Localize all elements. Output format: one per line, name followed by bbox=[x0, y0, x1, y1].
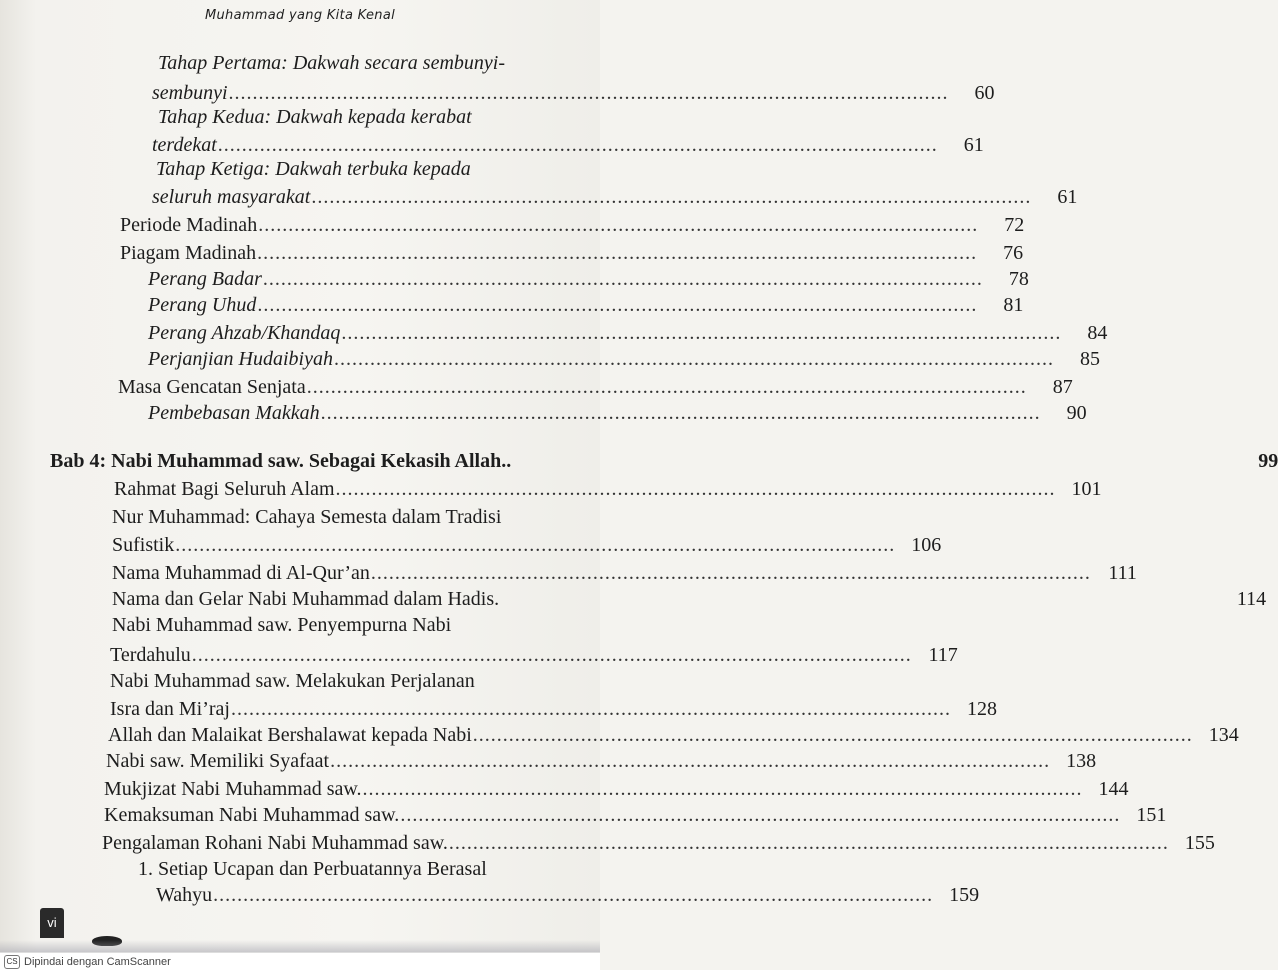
toc-entry-title: Nabi Muhammad saw. Melakukan Perjalanan bbox=[110, 670, 475, 692]
toc-entry bbox=[148, 346, 1100, 372]
toc-entry-title: Tahap Ketiga: Dakwah terbuka kepada bbox=[156, 158, 471, 180]
toc-entry-title: 1. Setiap Ucapan dan Perbuatannya Berasal bbox=[138, 858, 487, 880]
toc-entry-page: 90 bbox=[1066, 402, 1087, 424]
toc-entry-title: Rahmat Bagi Seluruh Alam bbox=[114, 478, 335, 500]
leader-dots: ........................................................................................................................ bbox=[335, 478, 1056, 500]
toc-entry-title: Nur Muhammad: Cahaya Semesta dalam Tradisi bbox=[112, 506, 502, 528]
toc-entry-page: 101 bbox=[1071, 478, 1102, 500]
toc-entry-title: sembunyi bbox=[152, 82, 228, 104]
toc-entry-title: Periode Madinah bbox=[120, 214, 258, 236]
leader-dots: ........................................................................................................................ bbox=[330, 750, 1051, 772]
toc-entry-title: Nama Muhammad di Al-Qur’an bbox=[112, 562, 370, 584]
toc-entry-title: Terdahulu bbox=[110, 644, 191, 666]
toc-entry-title: Pembebasan Makkah bbox=[148, 402, 320, 424]
toc-entry bbox=[118, 374, 1073, 400]
toc-entry bbox=[158, 104, 562, 130]
scanner-text: Dipindai dengan CamScanner bbox=[24, 955, 171, 968]
toc-entry-title: terdekat bbox=[152, 134, 217, 156]
leader-dots: ........................................................................................................................ bbox=[217, 134, 938, 156]
toc-entry bbox=[152, 132, 984, 158]
leader-dots: ........................................................................................................................ bbox=[257, 242, 978, 264]
toc-entry bbox=[112, 532, 942, 558]
leader-dots: ........................................................................................................................ bbox=[262, 268, 983, 290]
running-header: Muhammad yang Kita Kenal bbox=[204, 8, 396, 23]
toc-entry bbox=[112, 504, 562, 530]
toc-entry-title: Perjanjian Hudaibiyah bbox=[148, 348, 333, 370]
toc-entry-title: Sufistik bbox=[112, 534, 175, 556]
toc-entry-title: Masa Gencatan Senjata bbox=[118, 376, 306, 398]
leader-dots: ........................................................................................................................ bbox=[258, 214, 979, 236]
toc-entry-page: 61 bbox=[963, 134, 984, 156]
toc-entry-title: Perang Badar bbox=[148, 268, 262, 290]
toc-entry-page: 151 bbox=[1136, 804, 1167, 826]
toc-entry-title: Allah dan Malaikat Bershalawat kepada Nabi bbox=[108, 724, 472, 746]
page-edge-shadow bbox=[0, 940, 600, 952]
toc-entry-title: Piagam Madinah bbox=[120, 242, 257, 264]
toc-entry-title: Perang Ahzab/Khandaq bbox=[148, 322, 341, 344]
page-number: vi bbox=[40, 908, 64, 938]
toc-entry-page: 159 bbox=[949, 884, 980, 906]
toc-entry bbox=[110, 642, 958, 668]
toc-entry bbox=[148, 320, 1108, 346]
toc-entry bbox=[148, 266, 1029, 292]
toc-entry-page: 111 bbox=[1108, 562, 1137, 584]
leader-dots: ........................................................................................................................ bbox=[228, 82, 949, 104]
leader-dots: ........................................................................................................................ bbox=[333, 348, 1054, 370]
toc-entry-title: Bab 4: Nabi Muhammad saw. Sebagai Kekasih Allah.. bbox=[50, 450, 512, 472]
leader-dots: ........................................................................................................................ bbox=[230, 698, 951, 720]
toc-entry bbox=[138, 856, 562, 882]
leader-dots: ........................................................................................................................ bbox=[257, 294, 978, 316]
toc-entry bbox=[112, 560, 1137, 586]
toc-entry-title: Nabi Muhammad saw. Penyempurna Nabi bbox=[112, 614, 452, 636]
scanner-watermark bbox=[0, 952, 600, 970]
toc-entry-page: 155 bbox=[1184, 832, 1215, 854]
toc-entry bbox=[158, 50, 562, 76]
toc-entry-page: 61 bbox=[1057, 186, 1078, 208]
toc-entry bbox=[114, 476, 1102, 502]
toc-entry-title: Kemaksuman Nabi Muhammad saw. bbox=[104, 804, 400, 826]
toc-entry-title: Tahap Kedua: Dakwah kepada kerabat bbox=[158, 106, 472, 128]
toc-entry bbox=[104, 776, 1129, 802]
toc-entry bbox=[104, 802, 1167, 828]
leader-dots: ........................................................................................................................ bbox=[341, 322, 1062, 344]
toc-entry bbox=[110, 668, 562, 694]
toc-entry-title: seluruh masyarakat bbox=[152, 186, 311, 208]
toc-entry-page: 134 bbox=[1208, 724, 1239, 746]
toc-entry bbox=[112, 612, 562, 638]
toc-entry-page: 144 bbox=[1098, 778, 1129, 800]
leader-dots: ........................................................................................................................ bbox=[213, 884, 934, 906]
leader-dots: ........................................................................................................................ bbox=[306, 376, 1027, 398]
toc-entry-title: Nama dan Gelar Nabi Muhammad dalam Hadis. bbox=[112, 588, 500, 610]
leader-dots: ........................................................................................................................ bbox=[448, 832, 1169, 854]
leader-dots: ........................................................................................................................ bbox=[320, 402, 1041, 424]
toc-entry bbox=[148, 400, 1087, 426]
toc-entry-page: 72 bbox=[1004, 214, 1025, 236]
toc-entry-page: 85 bbox=[1079, 348, 1100, 370]
toc-entry-title: Wahyu bbox=[156, 884, 213, 906]
toc-entry-title: Mukjizat Nabi Muhammad saw. bbox=[104, 778, 362, 800]
toc-entry-page: 117 bbox=[928, 644, 958, 666]
toc-entry bbox=[148, 292, 1024, 318]
toc-entry bbox=[156, 882, 980, 908]
toc-entry bbox=[108, 722, 1239, 748]
toc-entry-page: 138 bbox=[1066, 750, 1097, 772]
toc-entry-title: Pengalaman Rohani Nabi Muhammad saw. bbox=[102, 832, 448, 854]
toc-entry bbox=[50, 448, 1278, 474]
toc-entry-page: 78 bbox=[1008, 268, 1029, 290]
toc-entry-title: Nabi saw. Memiliki Syafaat bbox=[106, 750, 330, 772]
toc-entry-page: 84 bbox=[1087, 322, 1108, 344]
toc-entry bbox=[156, 156, 562, 182]
toc-entry-page: 81 bbox=[1003, 294, 1024, 316]
leader-dots: ........................................................................................................................ bbox=[362, 778, 1083, 800]
toc-entry bbox=[106, 748, 1097, 774]
toc-entry-title: Isra dan Mi’raj bbox=[110, 698, 230, 720]
toc-entry-title: Perang Uhud bbox=[148, 294, 257, 316]
camscanner-icon: CS bbox=[4, 955, 20, 969]
leader-dots: ........................................................................................................................ bbox=[311, 186, 1032, 208]
toc-entry bbox=[152, 184, 1078, 210]
toc-entry bbox=[110, 696, 997, 722]
toc-entry bbox=[120, 212, 1025, 238]
leader-dots: ........................................................................................................................ bbox=[175, 534, 896, 556]
toc-entry bbox=[120, 240, 1024, 266]
toc-entry-page: 99 bbox=[1258, 450, 1278, 472]
toc-entry-page: 128 bbox=[966, 698, 997, 720]
toc-entry-page: 76 bbox=[1003, 242, 1024, 264]
toc-entry bbox=[112, 586, 1267, 612]
toc-entry-page: 60 bbox=[974, 82, 995, 104]
toc-entry-page: 106 bbox=[911, 534, 942, 556]
leader-dots: ........................................................................................................................ bbox=[400, 804, 1121, 826]
toc-entry bbox=[152, 80, 995, 106]
toc-entry-page: 87 bbox=[1052, 376, 1073, 398]
toc-entry-page: 114 bbox=[1236, 588, 1267, 610]
leader-dots: ........................................................................................................................ bbox=[472, 724, 1193, 746]
leader-dots: ........................................................................................................................ bbox=[191, 644, 912, 666]
toc-entry-title: Tahap Pertama: Dakwah secara sembunyi- bbox=[158, 52, 506, 74]
leader-dots: ........................................................................................................................ bbox=[370, 562, 1091, 584]
toc-entry bbox=[102, 830, 1215, 856]
